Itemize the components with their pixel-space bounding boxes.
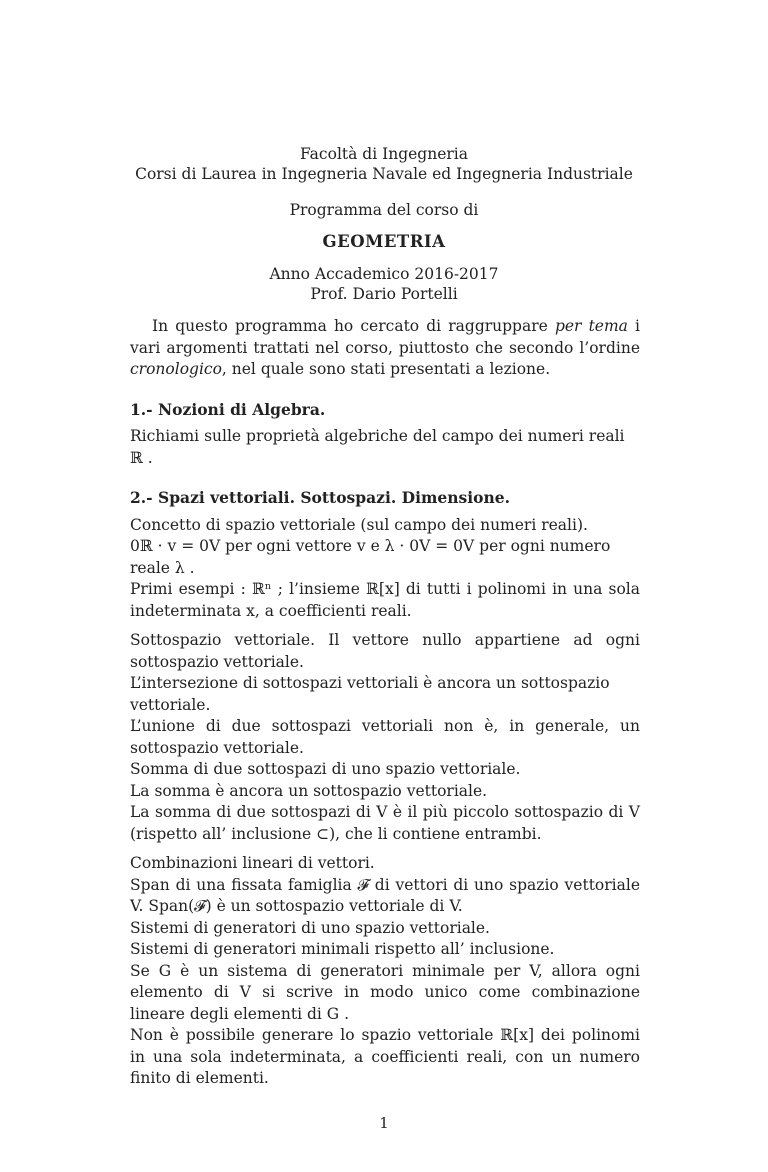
professor-name: Prof. Dario Portelli <box>310 285 458 303</box>
program-of-line: Programma del corso di <box>289 201 479 219</box>
academic-year: Anno Accademico 2016-2017 <box>269 265 499 283</box>
intro-emphasis-1: per tema <box>554 317 628 335</box>
intro-text-3: , nel quale sono stati presentati a lezione. <box>221 360 551 378</box>
section-2 <box>130 487 640 1090</box>
intro-text-2: i vari argomenti trattati nel corso, piuttosto che secondo l’ordine <box>130 317 640 357</box>
section-line: La somma è ancora un sottospazio vettoriale. <box>130 781 488 800</box>
intro-text-1: In questo programma ho cercato di raggruppare <box>152 317 555 335</box>
intro-paragraph <box>130 316 640 381</box>
intro-emphasis-2: cronologico <box>130 360 222 378</box>
page-number: 1 <box>379 1113 389 1132</box>
section-line: Span di una fissata famiglia 𝓕 di vettori di uno spazio vettoriale V. Span(𝓕) è un sottospazio vettoriale di V. <box>130 875 640 915</box>
section-line: Combinazioni lineari di vettori. <box>130 854 375 872</box>
section-heading: 1.- Nozioni di Algebra. <box>130 399 326 419</box>
section-line: 0ℝ · v = 0V per ogni vettore v e λ · 0V = 0V per ogni numero reale λ . <box>130 537 611 577</box>
section-line: Concetto di spazio vettoriale (sul campo dei numeri reali). <box>130 515 588 534</box>
section-line: Somma di due sottospazi di uno spazio vettoriale. <box>130 760 521 778</box>
section-line: L’intersezione di sottospazi vettoriali è ancora un sottospazio vettoriale. <box>130 674 610 714</box>
section-line: Primi esempi : ℝⁿ ; l’insieme ℝ[x] di tutti i polinomi in una sola indeterminata x, a coefficienti reali. <box>130 580 640 620</box>
section-line: Sottospazio vettoriale. Il vettore nullo appartiene ad ogni sottospazio vettoriale. <box>130 631 640 671</box>
section-1 <box>130 399 640 470</box>
section-line: Richiami sulle proprietà algebriche del campo dei numeri reali ℝ . <box>130 427 625 467</box>
meta-block <box>0 264 768 304</box>
section-line: La somma di due sottospazi di V è il più piccolo sottospazio di V (rispetto all’ inclusione ⊂), che li contiene entrambi. <box>130 803 640 843</box>
section-heading: 2.- Spazi vettoriali. Sottospazi. Dimensione. <box>130 488 510 507</box>
header-block <box>0 144 768 184</box>
document-title: GEOMETRIA <box>322 232 446 251</box>
section-line: Sistemi di generatori di uno spazio vettoriale. <box>130 918 490 937</box>
section-line: Se G è un sistema di generatori minimale per V, allora ogni elemento di V si scrive in modo unico come combinazione lineare degli elementi di G . <box>130 961 640 1023</box>
section-line: Sistemi di generatori minimali rispetto all’ inclusione. <box>130 940 555 958</box>
section-line: Non è possibile generare lo spazio vettoriale ℝ[x] dei polinomi in una sola indeterminata, a coefficienti reali, con un numero finito di elementi. <box>130 1026 640 1087</box>
faculty-line: Facoltà di Ingegneria <box>299 145 468 163</box>
section-line: L’unione di due sottospazi vettoriali non è, in generale, un sottospazio vettoriale. <box>130 717 640 757</box>
courses-line: Corsi di Laurea in Ingegneria Navale ed Ingegneria Industriale <box>135 165 633 183</box>
